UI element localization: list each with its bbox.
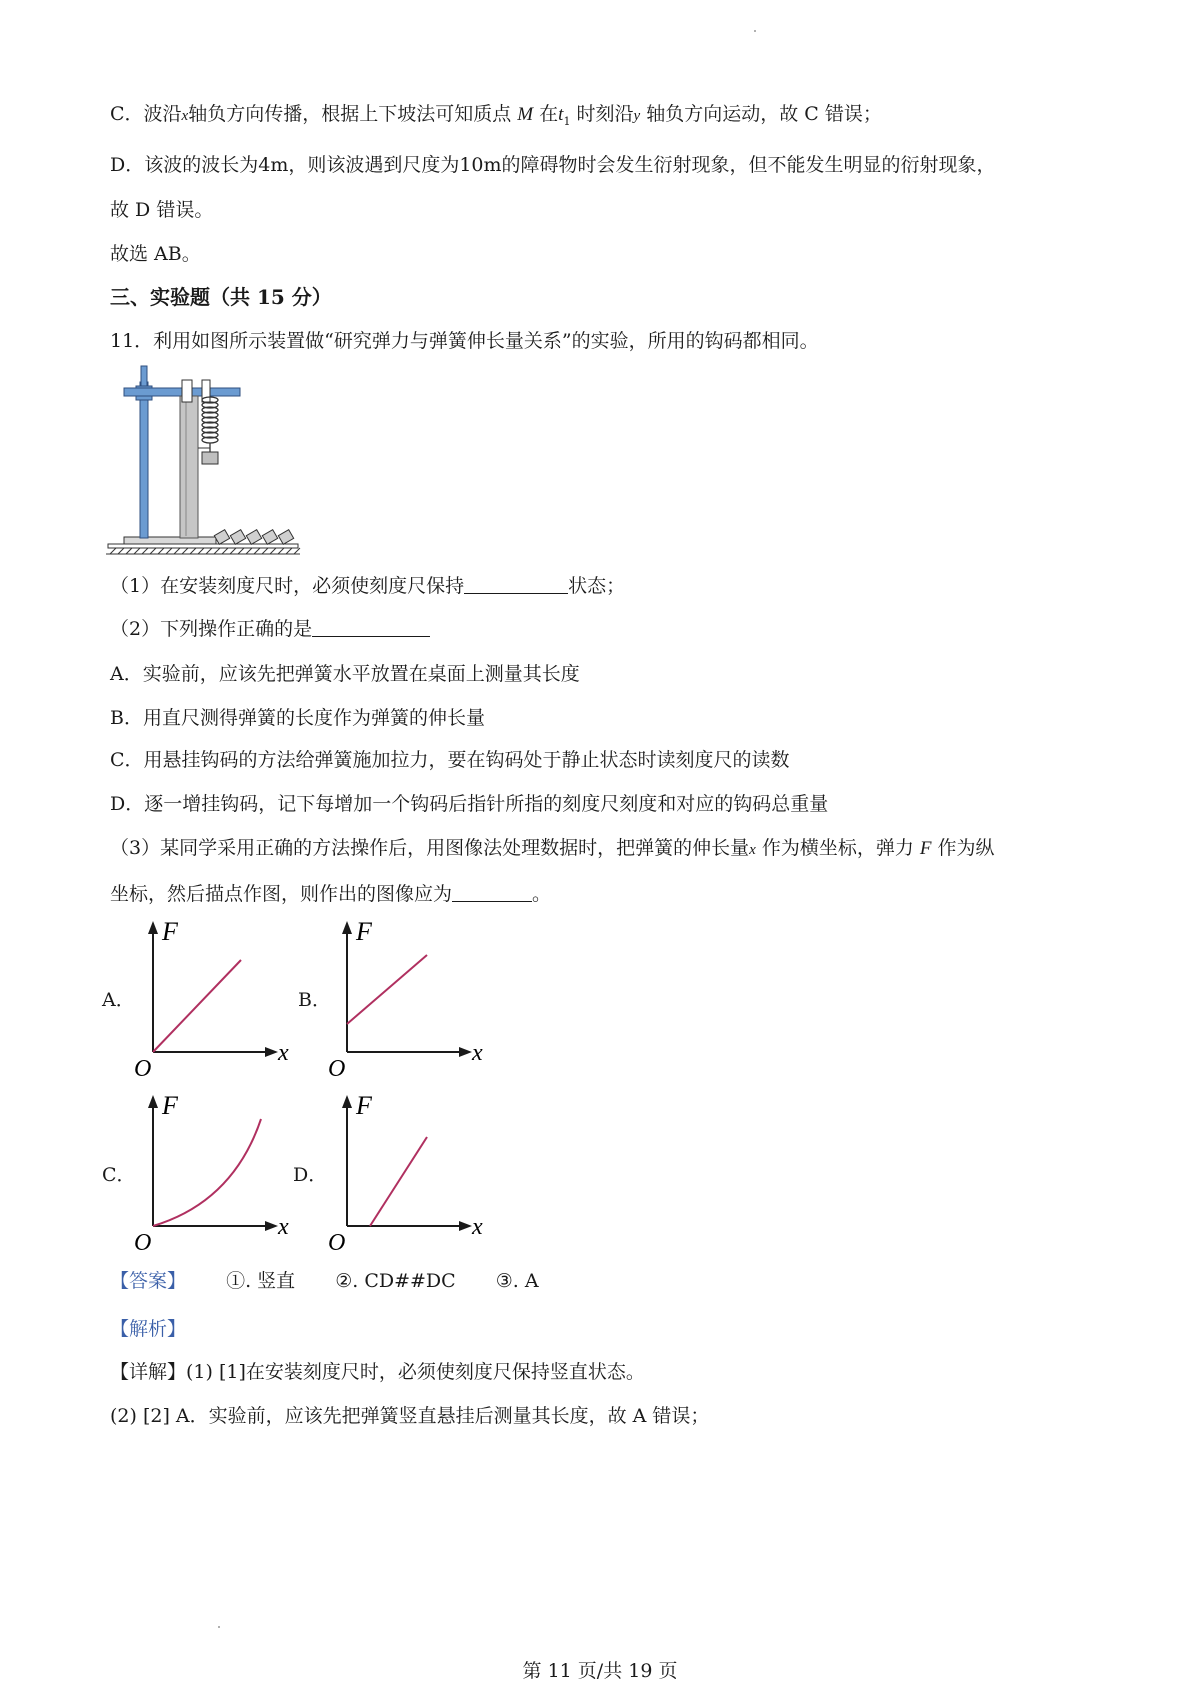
graph-label-b: B．	[298, 989, 331, 1011]
axis-f-label: F	[356, 918, 372, 946]
graph-label-a: A．	[102, 989, 135, 1011]
option-a: A．实验前，应该先把弹簧水平放置在桌面上测量其长度	[110, 663, 580, 685]
answer-tag: 【答案】	[110, 1270, 187, 1292]
scan-dot	[754, 30, 756, 32]
answer-item-1: ①. 竖直	[226, 1270, 296, 1292]
axis-x-label: x	[278, 1040, 289, 1066]
axis-f-label: F	[162, 918, 178, 946]
analysis-detail-1: 【详解】(1) [1]在安装刻度尺时，必须使刻度尺保持竖直状态。	[110, 1361, 645, 1383]
option-c-explanation: C．波沿x轴负方向传播，根据上下坡法可知质点 M 在$t_1$ 时刻沿y 轴负方向运动，故 C 错误；	[110, 103, 882, 128]
analysis-detail-2: (2) [2] A．实验前，应该先把弹簧竖直悬挂后测量其长度，故 A 错误；	[110, 1405, 710, 1427]
axis-x-label: x	[278, 1214, 289, 1240]
origin-label: O	[134, 1230, 152, 1254]
scan-dot	[218, 1626, 220, 1628]
part-2: （2）下列操作正确的是	[110, 615, 430, 643]
analysis-tag: 【解析】	[110, 1318, 187, 1340]
graph-label-c: C．	[102, 1164, 136, 1186]
answer-item-3: ③. A	[495, 1270, 539, 1292]
answer-blank-1	[464, 573, 568, 594]
answer-blank-2	[312, 616, 430, 637]
option-d-explanation: D．该波的波长为4m，则该波遇到尺度为10m的障碍物时会发生衍射现象，但不能发生明显的衍射现象，	[110, 154, 996, 176]
page-footer: 第 11 页/共 19 页	[522, 1660, 678, 1682]
answer-item-2: ②. CD##DC	[335, 1270, 456, 1292]
graph-d	[322, 1092, 492, 1254]
option-d: D．逐一增挂钩码，记下每增加一个钩码后指针所指的刻度尺刻度和对应的钩码总重量	[110, 793, 829, 815]
final-choice: 故选 AB。	[110, 243, 201, 265]
origin-label: O	[328, 1056, 346, 1080]
graph-b	[322, 918, 492, 1080]
option-c: C．用悬挂钩码的方法给弹簧施加拉力，要在钩码处于静止状态时读刻度尺的读数	[110, 749, 790, 771]
graph-label-d: D．	[293, 1164, 328, 1186]
graph-a	[128, 918, 298, 1080]
spring-apparatus-figure	[104, 360, 304, 560]
section-heading: 三、实验题（共 15 分）	[110, 285, 332, 309]
option-d-continuation: 故 D 错误。	[110, 199, 214, 221]
axis-f-label: F	[356, 1092, 372, 1120]
origin-label: O	[134, 1056, 152, 1080]
part-3: （3）某同学采用正确的方法操作后，用图像法处理数据时，把弹簧的伸长量x 作为横坐标，弹力 F 作为纵	[110, 837, 995, 859]
answer-line	[110, 1267, 539, 1295]
axis-f-label: F	[162, 1092, 178, 1120]
axis-x-label: x	[472, 1214, 483, 1240]
answer-blank-3	[452, 881, 532, 902]
origin-label: O	[328, 1230, 346, 1254]
part-3-continuation: 坐标，然后描点作图，则作出的图像应为 。	[110, 883, 552, 905]
option-b: B．用直尺测得弹簧的长度作为弹簧的伸长量	[110, 707, 485, 729]
graph-c	[128, 1092, 298, 1254]
part-1: （1）在安装刻度尺时，必须使刻度尺保持 状态；	[110, 575, 626, 597]
axis-x-label: x	[472, 1040, 483, 1066]
question-11: 11．利用如图所示装置做“研究弹力与弹簧伸长量关系”的实验，所用的钩码都相同。	[110, 330, 819, 352]
